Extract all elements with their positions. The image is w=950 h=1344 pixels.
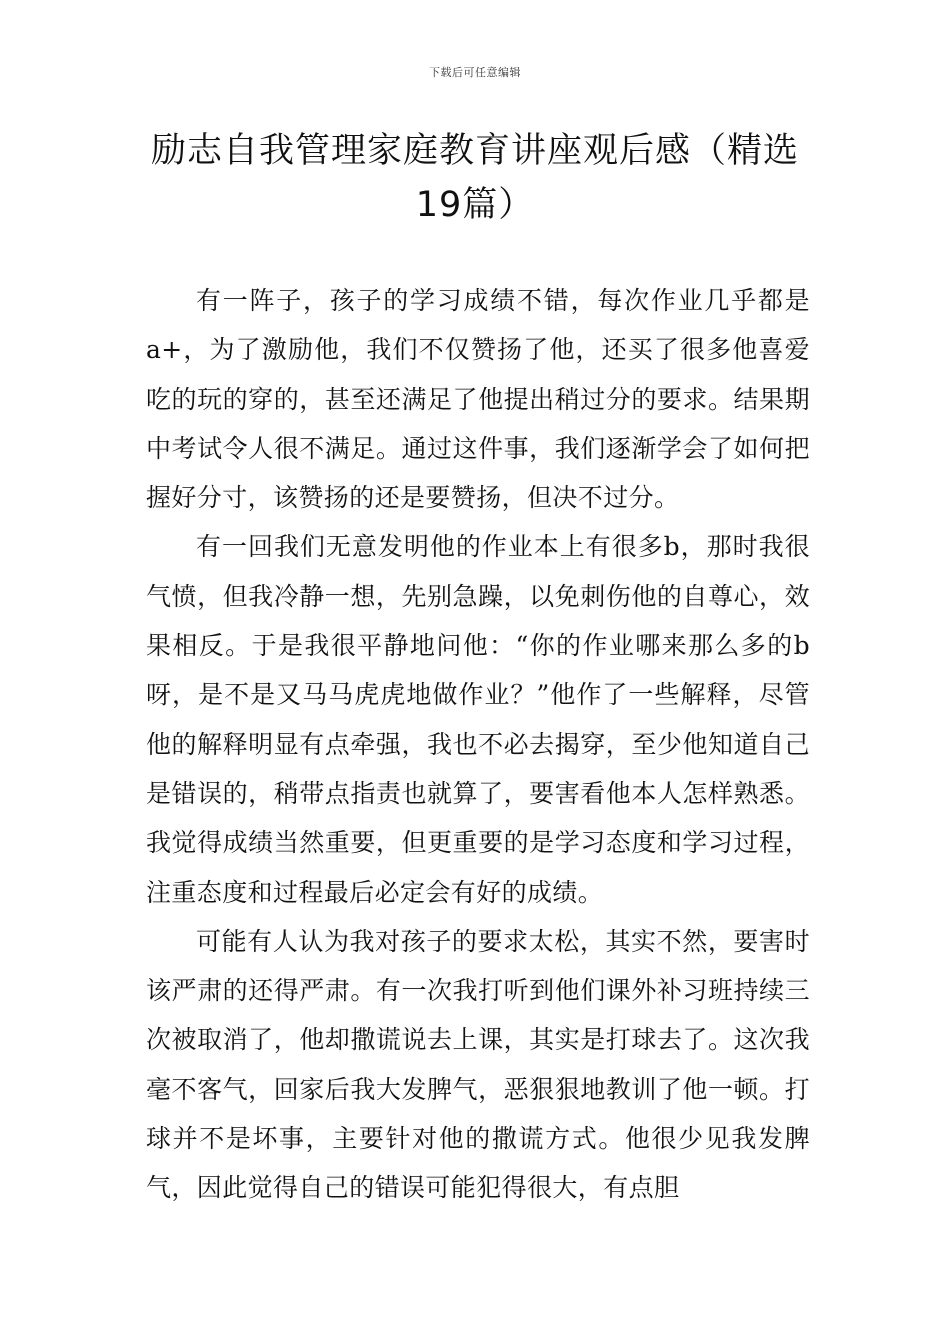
paragraph-2: 有一回我们无意发明他的作业本上有很多b，那时我很气愤，但我冷静一想，先别急躁，以免刺伤他的自尊心，效果相反。于是我很平静地问他：“你的作业哪来那么多的b呀，是不是又马马虎虎地做作业？”他作了一些解释，尽管他的解释明显有点牵强，我也不必去揭穿，至少他知道自己是错误的，稍带点指责也就算了，要害看他本人怎样熟悉。我觉得成绩当然重要，但更重要的是学习态度和学习过程，注重态度和过程最后必定会有好的成绩。 bbox=[146, 532, 810, 907]
paragraph-3: 可能有人认为我对孩子的要求太松，其实不然，要害时该严肃的还得严肃。有一次我打听到他们课外补习班持续三次被取消了，他却撒谎说去上课，其实是打球去了。这次我毫不客气，回家后我大发脾气，恶狠狠地教训了他一顿。打球并不是坏事，主要针对他的撒谎方式。他很少见我发脾气，因此觉得自己的错误可能犯得很大，有点胆 bbox=[146, 926, 810, 1203]
paragraph-1: 有一阵子，孩子的学习成绩不错，每次作业几乎都是a+，为了激励他，我们不仅赞扬了他，还买了很多他喜爱吃的玩的穿的，甚至还满足了他提出稍过分的要求。结果期中考试令人很不满足。通过这件事，我们逐渐学会了如何把握好分寸，该赞扬的还是要赞扬，但决不过分。 bbox=[146, 286, 810, 513]
document-title: 励志自我管理家庭教育讲座观后感（精选19篇） bbox=[150, 131, 799, 225]
document-body bbox=[146, 276, 810, 1213]
header-note: 下载后可任意编辑 bbox=[429, 66, 521, 79]
